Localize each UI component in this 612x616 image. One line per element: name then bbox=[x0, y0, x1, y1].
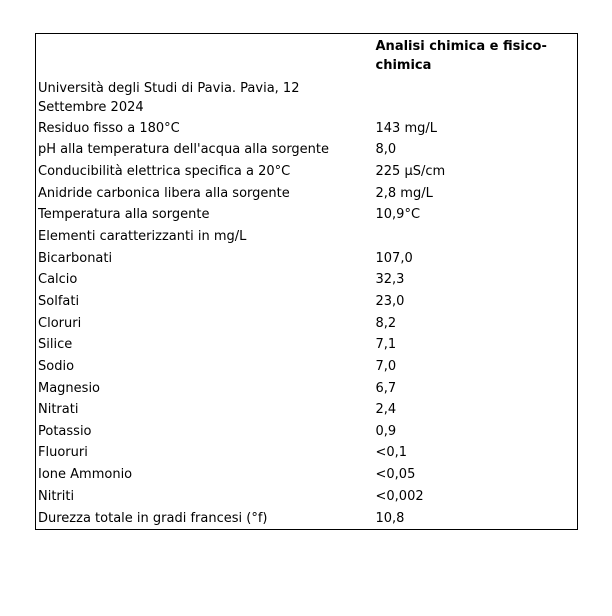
table-row bbox=[36, 442, 578, 464]
analysis-table bbox=[35, 33, 578, 530]
table-row bbox=[36, 269, 578, 291]
header-empty-cell bbox=[36, 34, 374, 78]
row-label: Calcio bbox=[38, 272, 78, 288]
row-label: Nitrati bbox=[38, 402, 79, 418]
table-row bbox=[36, 399, 578, 421]
row-label: Temperatura alla sorgente bbox=[38, 207, 210, 223]
table-row bbox=[36, 485, 578, 507]
row-value: <0,1 bbox=[375, 445, 408, 461]
row-label: Conducibilità elettrica specifica a 20°C bbox=[38, 164, 291, 180]
table-row bbox=[36, 291, 578, 313]
row-label: Magnesio bbox=[38, 380, 101, 396]
row-label: Residuo fisso a 180°C bbox=[38, 120, 180, 136]
row-label: Silice bbox=[38, 337, 73, 353]
row-value bbox=[374, 78, 578, 118]
table-row bbox=[36, 204, 578, 226]
row-value: 2,8 mg/L bbox=[375, 185, 433, 201]
table-row bbox=[36, 356, 578, 378]
table-row bbox=[36, 420, 578, 442]
row-label: Nitriti bbox=[38, 488, 75, 504]
row-label: Durezza totale in gradi francesi (°f) bbox=[38, 510, 268, 526]
row-value: 7,1 bbox=[375, 337, 397, 353]
row-value bbox=[374, 226, 578, 248]
header-title: Analisi chimica e fisico-chimica bbox=[375, 38, 547, 73]
row-label: Università degli Studi di Pavia. Pavia, 12 Settembre 2024 bbox=[38, 80, 300, 115]
table-row bbox=[36, 377, 578, 399]
row-value: 225 µS/cm bbox=[375, 164, 446, 180]
row-label: Cloruri bbox=[38, 315, 82, 331]
table-row bbox=[36, 182, 578, 204]
table-row bbox=[36, 226, 578, 248]
row-label: Solfati bbox=[38, 293, 80, 309]
row-value: 8,0 bbox=[375, 142, 397, 158]
row-label: Ione Ammonio bbox=[38, 467, 133, 483]
table-row bbox=[36, 161, 578, 183]
row-value: 10,8 bbox=[375, 510, 405, 526]
table-row bbox=[36, 312, 578, 334]
row-label: Potassio bbox=[38, 423, 92, 439]
row-value: 6,7 bbox=[375, 380, 397, 396]
row-value: <0,05 bbox=[375, 467, 416, 483]
row-value: 32,3 bbox=[375, 272, 405, 288]
row-value: 0,9 bbox=[375, 423, 397, 439]
table-row bbox=[36, 118, 578, 140]
row-value: <0,002 bbox=[375, 488, 424, 504]
row-label: Elementi caratterizzanti in mg/L bbox=[38, 229, 247, 245]
row-value: 23,0 bbox=[375, 293, 405, 309]
row-value: 7,0 bbox=[375, 358, 397, 374]
table-header-row bbox=[36, 34, 578, 78]
row-value: 10,9°C bbox=[375, 207, 421, 223]
table-row bbox=[36, 507, 578, 529]
table-row bbox=[36, 247, 578, 269]
row-label: Anidride carbonica libera alla sorgente bbox=[38, 185, 290, 201]
row-value: 143 mg/L bbox=[375, 120, 437, 136]
row-value: 2,4 bbox=[375, 402, 397, 418]
row-label: pH alla temperatura dell'acqua alla sorgente bbox=[38, 142, 330, 158]
row-value: 8,2 bbox=[375, 315, 397, 331]
table-row bbox=[36, 464, 578, 486]
table-row bbox=[36, 334, 578, 356]
row-label: Fluoruri bbox=[38, 445, 88, 461]
row-label: Bicarbonati bbox=[38, 250, 113, 266]
table-row bbox=[36, 78, 578, 118]
table-row bbox=[36, 139, 578, 161]
row-value: 107,0 bbox=[375, 250, 413, 266]
row-label: Sodio bbox=[38, 358, 75, 374]
